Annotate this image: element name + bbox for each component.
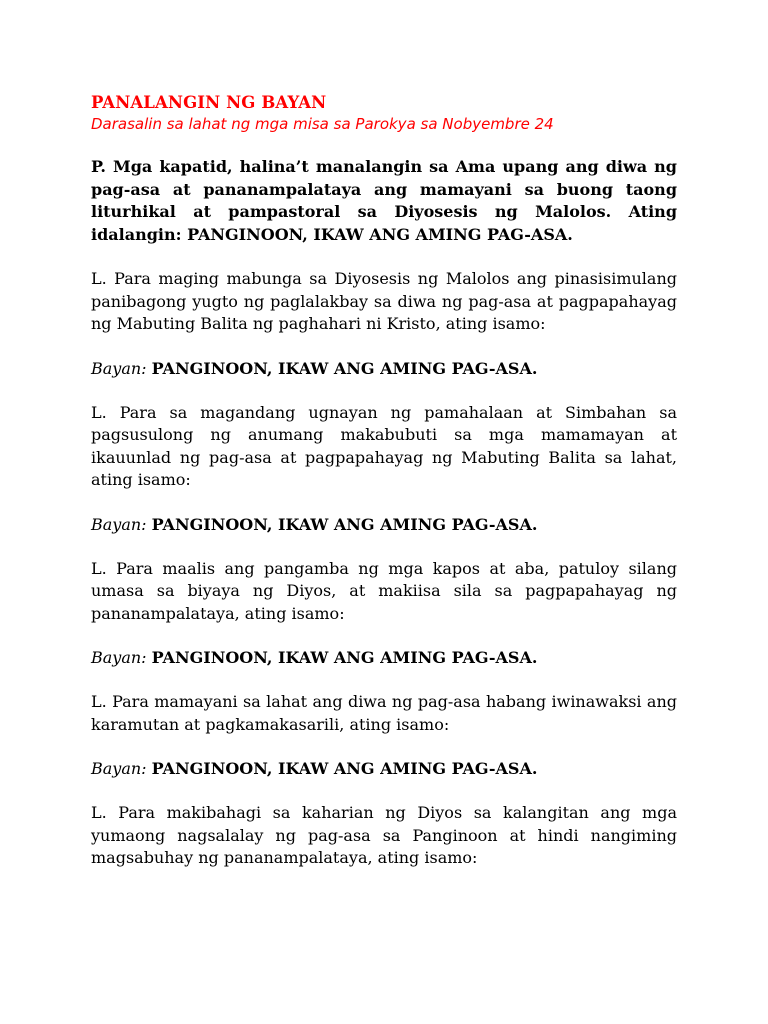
response-label: Bayan: <box>91 648 147 667</box>
response-3 <box>91 647 677 669</box>
response-text: PANGINOON, IKAW ANG AMING PAG-ASA. <box>151 358 538 378</box>
petition-1: L. Para maging mabunga sa Diyosesis ng Malolos ang pinasisimulang panibagong yugto ng paglalakbay sa diwa ng pag-asa at pagpapahayag ng Mabuting Balita ng paghahari ni Kristo, ating isamo: <box>91 269 677 333</box>
petition-5: L. Para makibahagi sa kaharian ng Diyos sa kalangitan ang mga yumaong nagsalalay ng pag-asa sa Panginoon at hindi nangiming magsabuhay ng pananampalataya, ating isamo: <box>91 803 677 867</box>
document-page <box>91 92 677 892</box>
response-text: PANGINOON, IKAW ANG AMING PAG-ASA. <box>151 648 538 667</box>
response-label: Bayan: <box>91 358 147 378</box>
response-label: Bayan: <box>91 759 147 778</box>
document-title: PANALANGIN NG BAYAN <box>91 93 327 112</box>
response-4 <box>91 758 677 780</box>
response-1 <box>91 358 677 380</box>
response-2 <box>91 514 677 536</box>
response-text: PANGINOON, IKAW ANG AMING PAG-ASA. <box>151 759 538 778</box>
petition-2: L. Para sa magandang ugnayan ng pamahalaan at Simbahan sa pagsusulong ng anumang makabubuti sa mga mamamayan at ikauunlad ng pag-asa at pagpapahayag ng Mabuting Balita sa lahat, ating isamo: <box>91 402 677 489</box>
petition-3: L. Para maalis ang pangamba ng mga kapos at aba, patuloy silang umasa sa biyaya ng Diyos, at makiisa sila sa pagpapahayag ng pananampalataya, ating isamo: <box>91 558 677 623</box>
intro-paragraph: P. Mga kapatid, halina’t manalangin sa Ama upang ang diwa ng pag-asa at pananampalataya ang mamayani sa buong taong liturhikal at pampastoral sa Diyosesis ng Malolos. Ating idalangin: PANGINOON, IKAW ANG AMING PAG-ASA. <box>91 157 677 244</box>
response-text: PANGINOON, IKAW ANG AMING PAG-ASA. <box>151 514 538 534</box>
petition-4: L. Para mamayani sa lahat ang diwa ng pag-asa habang iwinawaksi ang karamutan at pagkamakasarili, ating isamo: <box>91 692 677 734</box>
response-label: Bayan: <box>91 514 147 534</box>
document-subtitle: Darasalin sa lahat ng mga misa sa Parokya sa Nobyembre 24 <box>91 115 554 133</box>
